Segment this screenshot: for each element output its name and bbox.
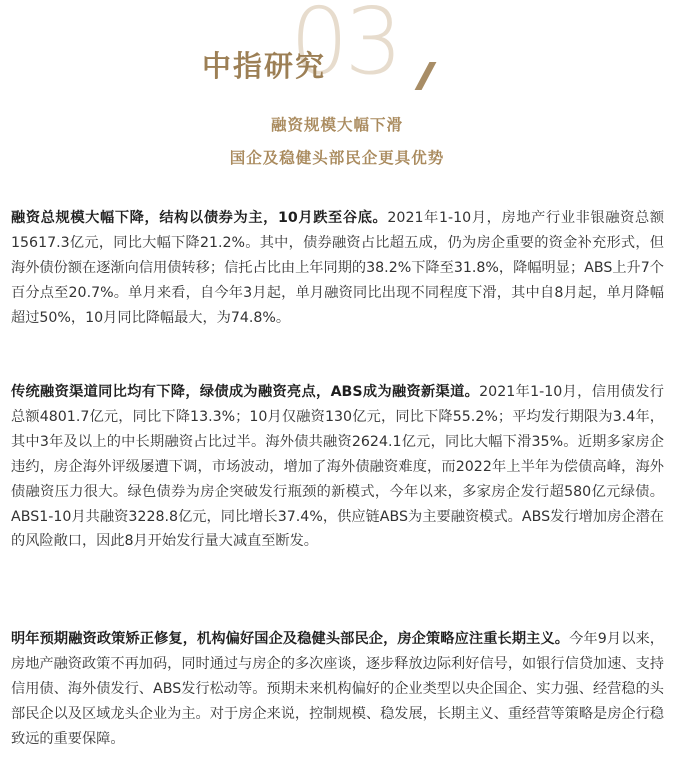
section-subtitle-line1: 融资规模大幅下滑 (270, 116, 403, 134)
paragraph-body: 今年9月以来，房地产融资政策不再加码，同时通过与房企的多次座谈，逐步释放边际利好信号，如银行信贷加速、支持信用债、海外债发行、ABS发行松动等。预期未来机构偏好的企业类型以央企国企、实力强、经营稳的头部民企以及区域龙头企业为主。对于房企来说，控制规模、稳发展，长期主义、重经营等策略是房企行稳致远的重要保障。 (11, 631, 664, 747)
brand-title: 中指研究 (202, 49, 327, 83)
slash-decoration (415, 62, 437, 90)
paragraph-lead: 传统融资渠道同比均有下降，绿债成为融资亮点，ABS成为融资新渠道。 (11, 384, 480, 400)
section-number-text: 03 (290, 0, 400, 95)
paragraph-financing-total (11, 206, 664, 331)
paragraph-body: 2021年1-10月，房地产行业非银融资总额15617.3亿元，同比大幅下降21.2%。其中，债券融资占比超五成，仍为房企重要的资金补充形式，但海外债份额在逐渐向信用债转移；信托占比由上年同期的38.2%下降至31.8%，降幅明显；ABS上升7个百分点至20.7%。单月来看，自今年3月起，单月融资同比出现不同程度下滑，其中自8月起，单月降幅超过50%，10月同比降幅最大，为74.8%。 (11, 210, 665, 326)
paragraph-lead: 融资总规模大幅下降，结构以债券为主，10月跌至谷底。 (11, 210, 388, 226)
paragraph-lead: 明年预期融资政策矫正修复，机构偏好国企及稳健头部民企，房企策略应注重长期主义。 (11, 631, 570, 647)
section-header (0, 0, 674, 185)
paragraph-body: 2021年1-10月，信用债发行总额4801.7亿元，同比下降13.3%；10月仅融资130亿元，同比下降55.2%；平均发行期限为3.4年，其中3年及以上的中长期融资占比过半。海外债共融资2624.1亿元，同比大幅下滑35%。近期多家房企违约，房企海外评级屡遭下调，市场波动，增加了海外债融资难度，而2022年上半年为偿债高峰，海外债融资压力很大。绿色债券为房企突破发行瓶颈的新模式，今年以来，多家房企发行超580亿元绿债。ABS1-10月共融资3228.8亿元，同比增长37.4%，供应链ABS为主要融资模式。ABS发行增加房企潜在的风险敞口，因此8月开始发行量大减直至断发。 (11, 384, 664, 550)
section-subtitle-line2: 国企及稳健头部民企更具优势 (229, 149, 445, 167)
paragraph-financing-channels (11, 380, 664, 554)
paragraph-financing-outlook (11, 627, 664, 752)
